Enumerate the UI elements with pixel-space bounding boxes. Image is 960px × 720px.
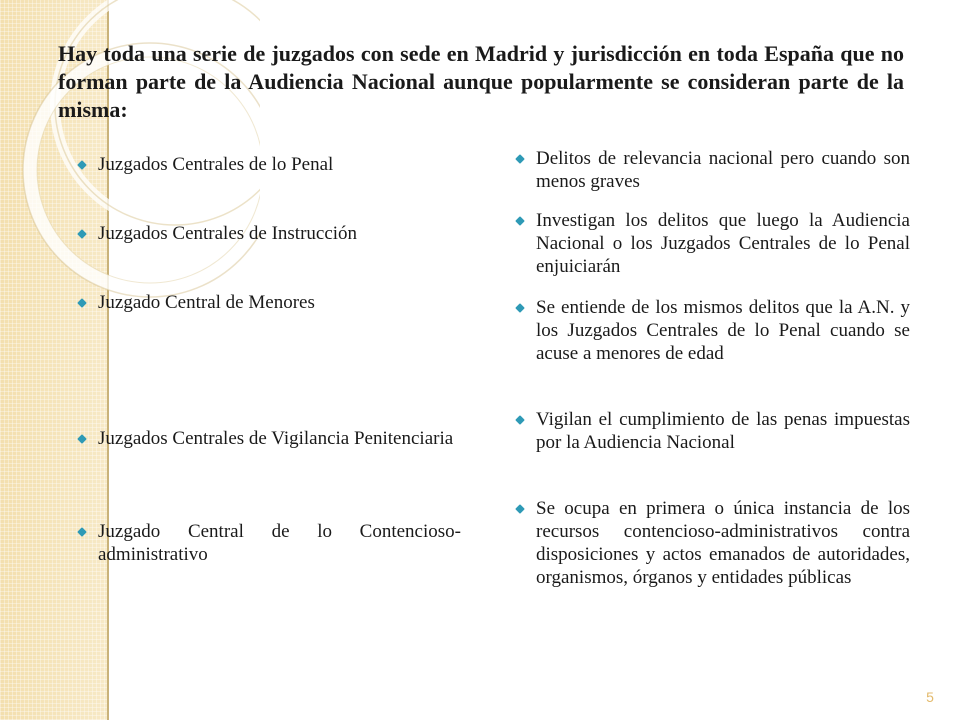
bullet-icon <box>515 154 525 164</box>
slide-title: Hay toda una serie de juzgados con sede en Madrid y jurisdicción en toda España que no forman parte de la Audiencia Nacional aunque popularmente se consideran parte de la misma: <box>58 41 904 122</box>
bullet-icon <box>77 229 87 239</box>
description-text: Vigilan el cumplimiento de las penas impuestas por la Audiencia Nacional <box>536 409 910 453</box>
bullet-icon <box>77 434 87 444</box>
bullet-icon <box>515 415 525 425</box>
court-name: Juzgado Central de lo Contencioso-administrativo <box>98 521 461 565</box>
court-name: Juzgados Centrales de Instrucción <box>98 223 358 244</box>
court-item <box>73 520 461 566</box>
description-text: Se ocupa en primera o única instancia de los recursos contencioso-administrativos contra disposiciones y actos emanados de autoridades, organismos, órganos y entidades públicas <box>536 498 910 588</box>
description-item <box>511 497 910 589</box>
bullet-icon <box>515 303 525 313</box>
bullet-icon <box>515 504 525 514</box>
description-text: Investigan los delitos que luego la Audiencia Nacional o los Juzgados Centrales de lo Penal enjuiciarán <box>536 210 910 277</box>
description-item <box>511 296 910 365</box>
description-item <box>511 147 910 193</box>
bullet-icon <box>515 216 525 226</box>
court-name: Juzgado Central de Menores <box>98 292 315 313</box>
bullet-icon <box>77 527 87 537</box>
court-item <box>73 291 461 314</box>
description-item <box>511 209 910 278</box>
court-item <box>73 153 461 176</box>
court-name: Juzgados Centrales de lo Penal <box>98 154 334 175</box>
court-name: Juzgados Centrales de Vigilancia Penitenciaria <box>98 428 454 449</box>
description-item <box>511 408 910 454</box>
description-text: Se entiende de los mismos delitos que la A.N. y los Juzgados Centrales de lo Penal cuando se acuse a menores de edad <box>536 297 910 364</box>
bullet-icon <box>77 298 87 308</box>
court-list <box>73 0 461 720</box>
description-text: Delitos de relevancia nacional pero cuando son menos graves <box>536 148 910 192</box>
court-item <box>73 427 461 450</box>
page-number: 5 <box>926 689 934 705</box>
description-list <box>511 0 910 720</box>
court-item <box>73 222 461 245</box>
bullet-icon <box>77 160 87 170</box>
